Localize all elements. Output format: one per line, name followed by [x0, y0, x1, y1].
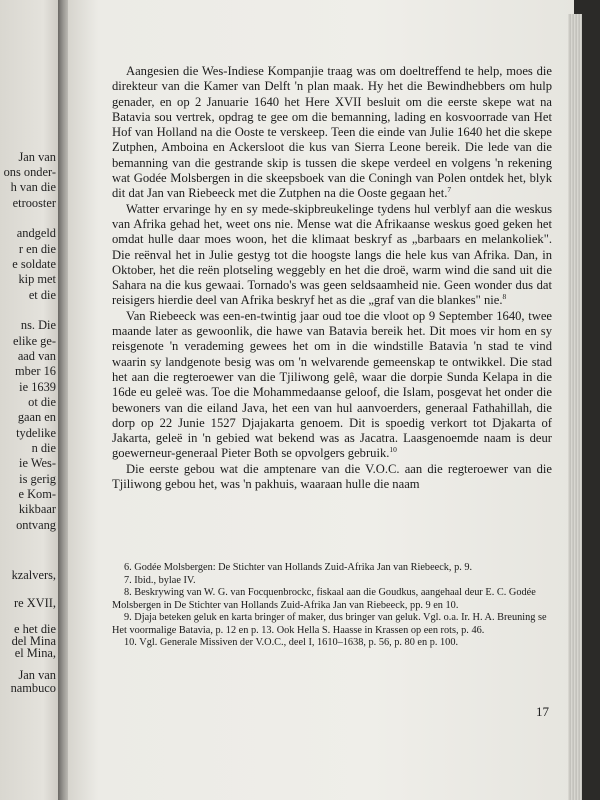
- left-page-line: ons onder-: [3, 165, 56, 179]
- note-ref-7: 7: [447, 185, 452, 195]
- left-page-line: ie Wes-: [19, 456, 56, 470]
- note-ref-8: 8: [502, 292, 507, 302]
- paragraph-2-text: Watter ervaringe hy en sy mede-skipbreukelinge tydens hul verblyf aan die weskus van Afrika gehad het, weet ons nie. Mense wat die Afrikaanse weskus goed geken het omdat hulle daar moes woon, het die klimaat beskryf as „barbaars en melankoliek". Die reënval het in Julie gestyg tot die hoogste langs die hele kus van Afrika. Dan, in Oktober, het die reën plotseling weggebly en het die droë, warm wind die sand uit die Sahara na die kus gewaai. Tornado's was geen seldsaamheid nie. Geen wonder dus dat reisigers hierdie deel van Afrika beskryf het as die „graf van die blankes" nie.: [112, 201, 552, 308]
- left-page-line: e het die: [14, 622, 56, 636]
- left-page-line: tydelike: [16, 426, 56, 440]
- left-page-line: andgeld: [16, 226, 56, 240]
- left-page-line: kzalvers,: [11, 568, 56, 582]
- left-page-line: aad van: [17, 349, 56, 363]
- left-page-line: ie 1639: [19, 380, 56, 394]
- left-page-line: el Mina,: [14, 646, 56, 660]
- left-page-line: mber 16: [15, 364, 56, 378]
- footnotes: [112, 562, 552, 650]
- left-page-line: n die: [31, 441, 56, 455]
- left-page-line: re XVII,: [14, 596, 56, 610]
- left-page-line: ontvang: [16, 518, 56, 532]
- left-page-line: is gerig: [19, 472, 56, 486]
- paragraph-3-text: Van Riebeeck was een-en-twintig jaar oud toe die vloot op 9 September 1640, twee maande later as gewoonlik, die hawe van Batavia bereik het. Dit moes vir hom en sy reisgenote 'n verademing gewees het om in die windstille Batavia 'n stad te vind waarin sy landgenote besig was om 'n welvarende gemeenskap te ontwikkel. Die stad het aan die regteroewer van die Tjiliwong gelê, waar die dorpie Sunda Kelapa in die 16de eu geleë was. Toe die Mohammedaanse geloof, die Islam, posgevat het onder die bewoners van die eiland Java, het een van hul aanvoerders, generaal Fathahillah, die dorp op 22 Junie 1527 Djajakarta genoem. Dit is spoedig verkort tot Djakarta of Jakarta, geleë in 'n gebied wat bekend was as Jacatra. Laasgenoemde naam is deur goewerneur-generaal Pieter Both se opvolgers gebruik.: [112, 308, 552, 461]
- paragraph-1: [112, 64, 552, 202]
- left-page-line: nambuco: [10, 681, 56, 695]
- left-page-line: Jan van: [18, 150, 56, 164]
- paragraph-2: [112, 202, 552, 309]
- left-page-line: et die: [28, 288, 56, 302]
- left-page-line: etrooster: [12, 196, 56, 210]
- paragraph-3: [112, 309, 552, 462]
- body-text: [112, 64, 552, 492]
- footnote-9: 9. Djaja beteken geluk en karta bringer of maker, dus bringer van geluk. Vgl. o.a. Ir. H. A. Breuning se Het voormalige Batavia, p. 12 en p. 13. Ook Hella S. Haasse in Krassen op een rots, p. 46.: [112, 612, 547, 636]
- left-facing-page: [0, 0, 62, 800]
- left-page-line: e soldate: [12, 257, 56, 271]
- page-edges: [568, 14, 582, 800]
- paragraph-4-text: Die eerste gebou wat die amptenare van die V.O.C. aan die regteroewer van die Tjiliwong gebou het, was 'n pakhuis, waaraan hulle die naam: [112, 461, 552, 492]
- footnote-10: 10. Vgl. Generale Missiven der V.O.C., deel I, 1610–1638, p. 56, p. 80 en p. 100.: [124, 637, 459, 648]
- left-page-line: kip met: [18, 272, 56, 286]
- left-page-line: gaan en: [17, 410, 56, 424]
- left-page-line: del Mina: [11, 634, 56, 648]
- left-page-line: e Kom-: [18, 487, 56, 501]
- left-page-line: r en die: [18, 242, 56, 256]
- left-page-line: ot die: [28, 395, 56, 409]
- left-page-line: elike ge-: [13, 334, 56, 348]
- note-ref-10: 10: [389, 445, 397, 455]
- left-page-line: kikbaar: [18, 502, 56, 516]
- left-page-line: ns. Die: [20, 318, 56, 332]
- footnote-6: 6. Godée Molsbergen: De Stichter van Hollands Zuid-Afrika Jan van Riebeeck, p. 9.: [124, 562, 473, 573]
- left-page-line: h van die: [10, 180, 56, 194]
- paragraph-4: [112, 462, 552, 493]
- left-page-line: Jan van: [18, 668, 56, 682]
- right-page: [68, 0, 574, 800]
- paragraph-1-text: Aangesien die Wes-Indiese Kompanjie traag was om doeltreffend te help, moes die direkteur van die Kamer van Delft 'n plan maak. Hy het die Bewindhebbers om hulp genader, en op 2 Januarie 1640 het Here XVII besluit om die eerste skepe wat na Batavia sou vertrek, opdrag te gee om die bemanning, lading en kosvoorrade van Het Hof van Holland na die Ooste te verskeep. Teen die einde van Julie 1640 het die skepe Zutphen, Amboina en Ackersloot die kus van Sierra Leone bereik. Die lede van die bemanning van die gestrande skip is tussen die skepe verdeel en volgens 'n rekening wat Godée Molsbergen in die skeepsboek van die Coningh van Polen ontdek het, blyk dit dat Jan van Riebeeck met die Zutphen na die Ooste gegaan het.: [112, 64, 552, 201]
- page-number: 17: [536, 704, 549, 719]
- footnote-7: 7. Ibid., bylae IV.: [124, 574, 196, 586]
- footnote-8: 8. Beskrywing van W. G. van Focquenbrockc, fiskaal aan die Goudkus, aangehaal deur E. C. Godée Molsbergen in De Stichter van Hollands Zuid-Afrika Jan van Riebeeck, pp. 9 en 10.: [112, 587, 536, 611]
